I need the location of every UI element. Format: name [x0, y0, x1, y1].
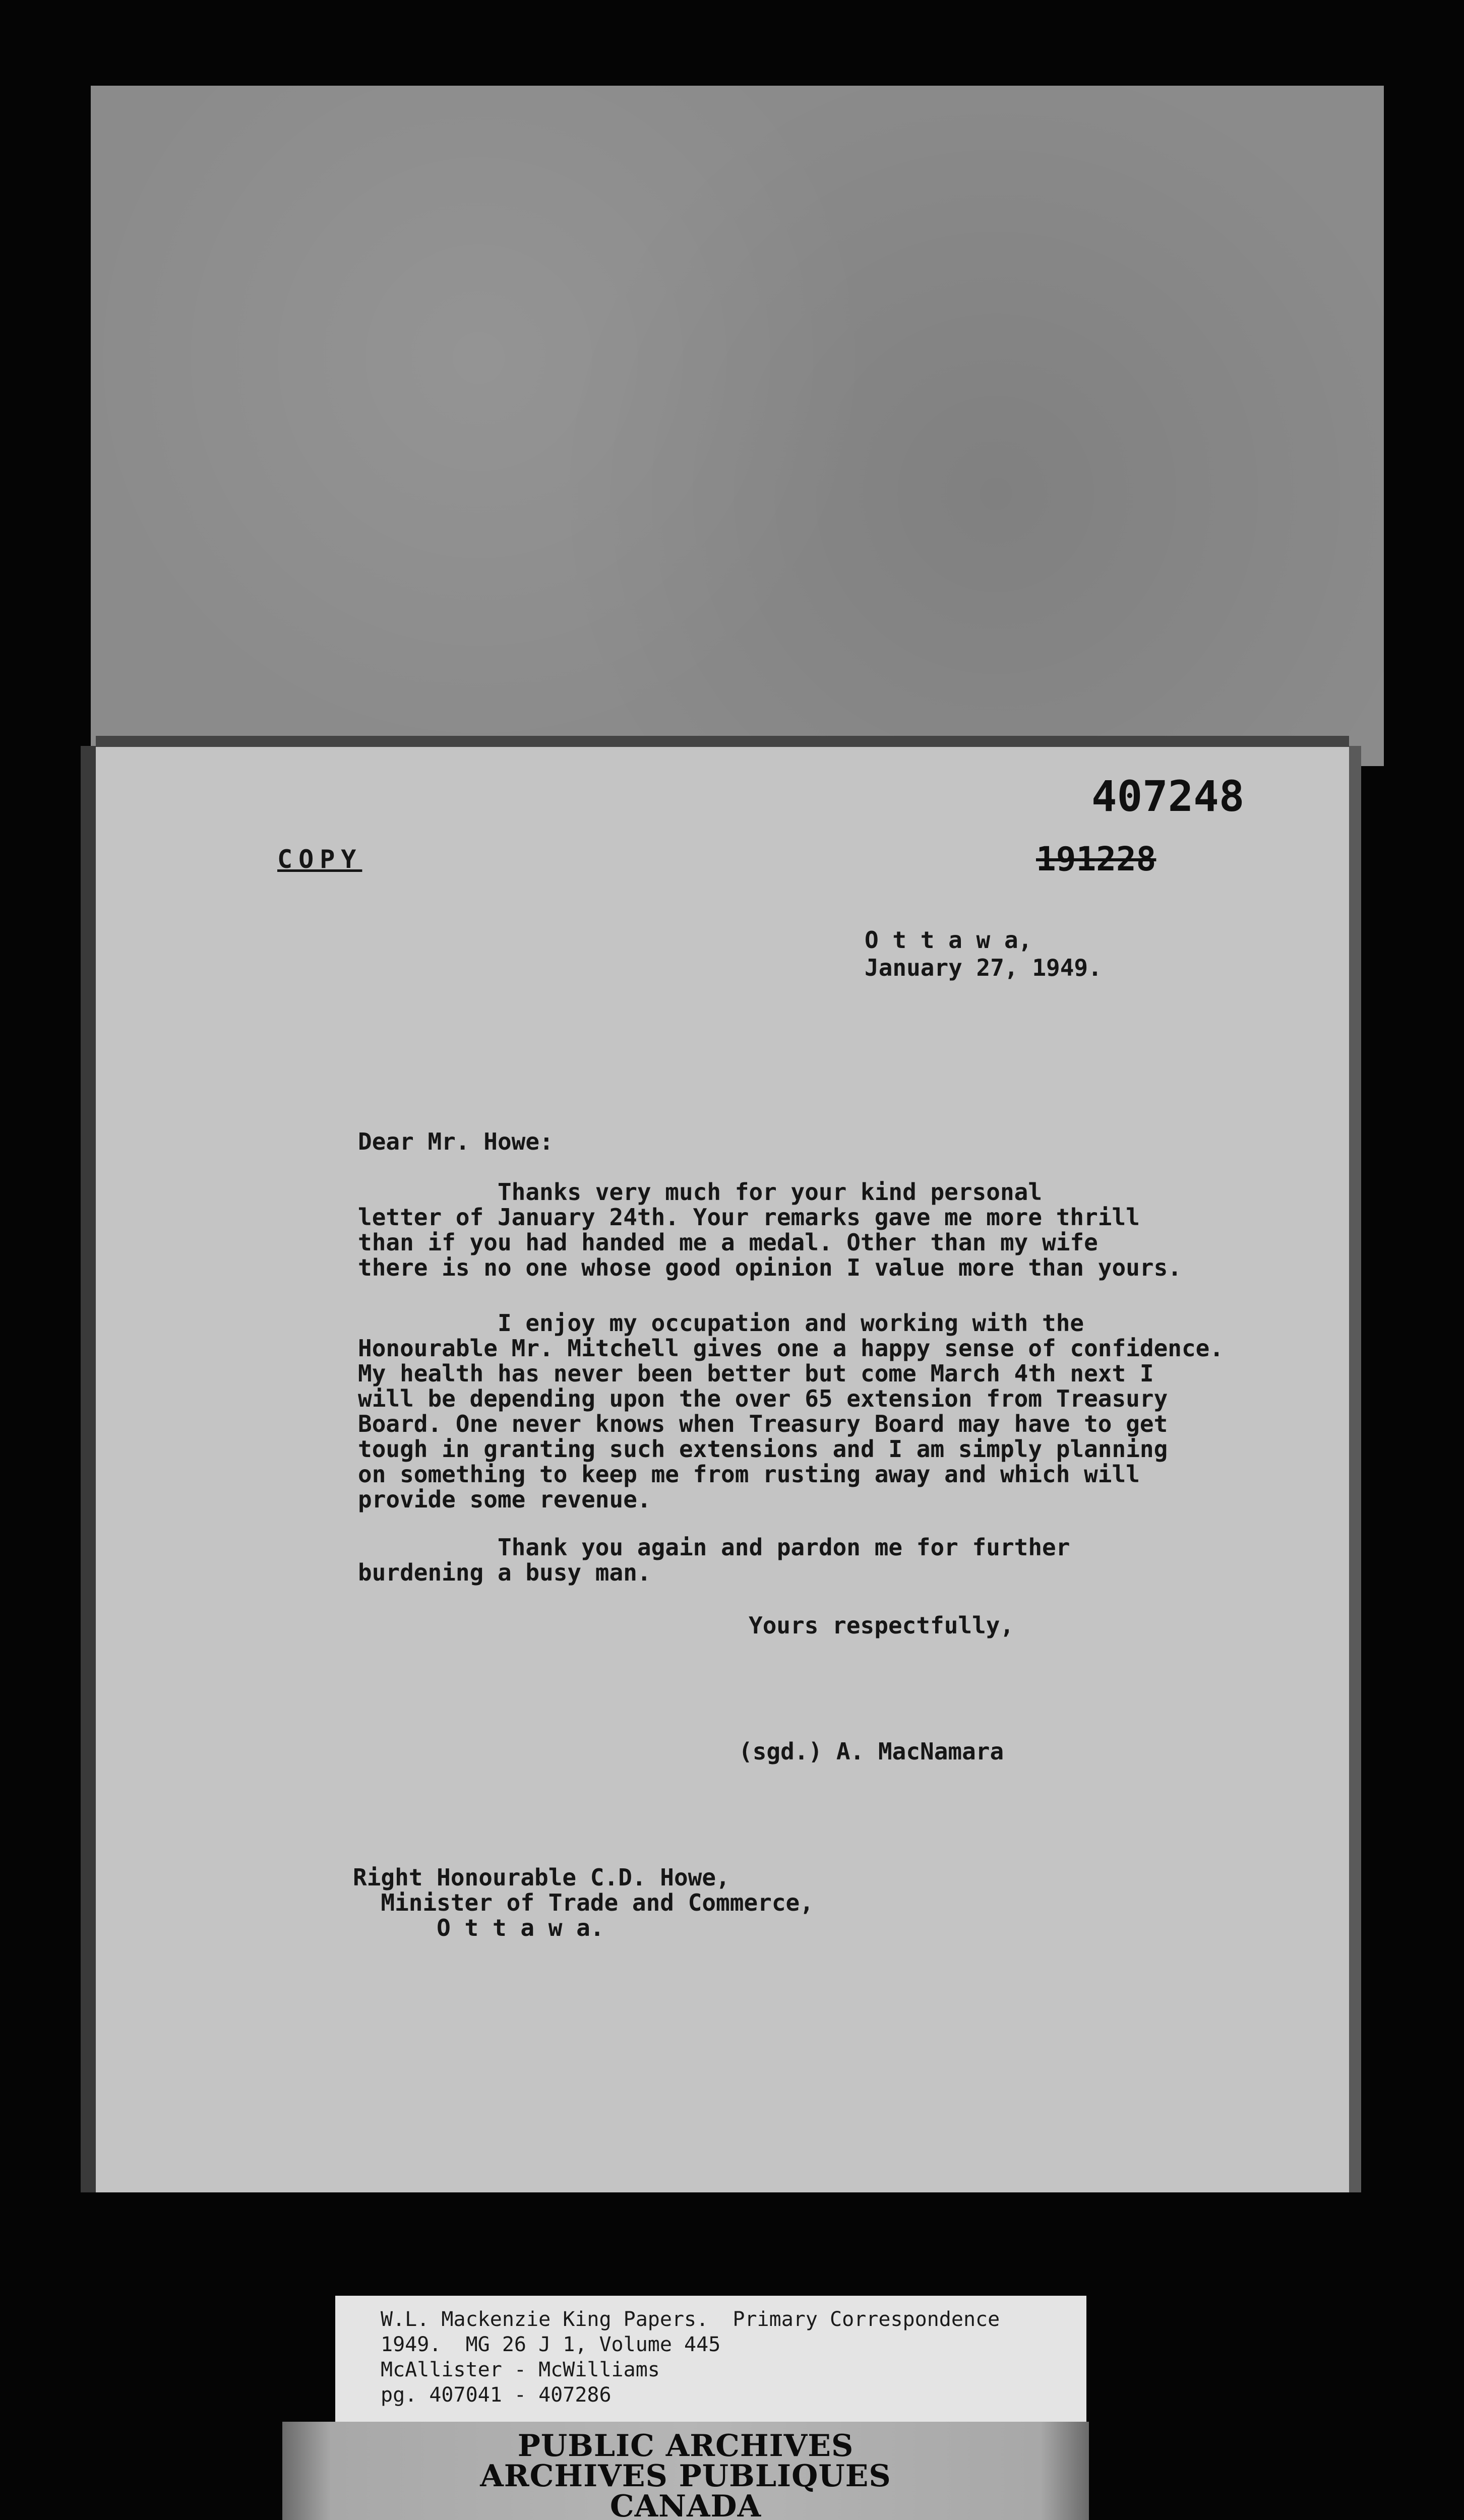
text-line: provide some revenue.: [358, 1486, 651, 1513]
closing: Yours respectfully,: [749, 1612, 1014, 1639]
archive-label-line: McAllister - McWilliams: [381, 2358, 660, 2381]
public-archives-banner: [282, 2422, 1089, 2520]
text-line: tough in granting such extensions and I am simply planning: [358, 1435, 1168, 1463]
text-line: Thank you again and pardon me for further: [358, 1534, 1070, 1561]
text-line: will be depending upon the over 65 extension from Treasury: [358, 1385, 1168, 1412]
recipient-address: [353, 1865, 814, 1940]
banner-line-french: ARCHIVES PUBLIQUES: [480, 2459, 891, 2494]
address-line: Minister of Trade and Commerce,: [353, 1889, 814, 1916]
copy-label: COPY: [277, 845, 362, 874]
paragraph-2: [358, 1310, 1316, 1512]
signature: (sgd.) A. MacNamara: [739, 1738, 1004, 1765]
banner-line-country: CANADA: [609, 2489, 762, 2520]
text-line: burdening a busy man.: [358, 1559, 651, 1586]
text-line: I enjoy my occupation and working with the: [358, 1309, 1084, 1337]
text-line: than if you had handed me a medal. Other than my wife: [358, 1229, 1098, 1256]
archive-label-line: pg. 407041 - 407286: [381, 2383, 612, 2407]
upper-blank-sheet: [91, 86, 1384, 766]
text-line: on something to keep me from rusting away and which will: [358, 1461, 1140, 1488]
letter-date: January 27, 1949.: [865, 954, 1102, 981]
letter-place: O t t a w a,: [865, 926, 1032, 954]
text-line: letter of January 24th. Your remarks gave me more thrill: [358, 1204, 1140, 1231]
text-line: Honourable Mr. Mitchell gives one a happy sense of confidence.: [358, 1335, 1224, 1362]
banner-line-english: PUBLIC ARCHIVES: [517, 2428, 854, 2464]
archive-label-line: W.L. Mackenzie King Papers. Primary Correspondence: [381, 2308, 1000, 2331]
text-line: Board. One never knows when Treasury Board may have to get: [358, 1410, 1168, 1437]
salutation: Dear Mr. Howe:: [358, 1128, 554, 1155]
text-line: there is no one whose good opinion I value more than yours.: [358, 1254, 1182, 1281]
text-line: Thanks very much for your kind personal: [358, 1178, 1043, 1206]
archive-label-line: 1949. MG 26 J 1, Volume 445: [381, 2333, 721, 2356]
text-line: My health has never been better but come March 4th next I: [358, 1360, 1154, 1387]
struck-document-number: 191228: [1036, 840, 1156, 878]
paragraph-1: [358, 1179, 1316, 1280]
address-line: Right Honourable C.D. Howe,: [353, 1864, 730, 1891]
paragraph-3: [358, 1535, 1316, 1585]
address-line: O t t a w a.: [353, 1914, 604, 1941]
archive-reference-label: [335, 2296, 1086, 2422]
document-number: 407248: [1091, 772, 1245, 821]
